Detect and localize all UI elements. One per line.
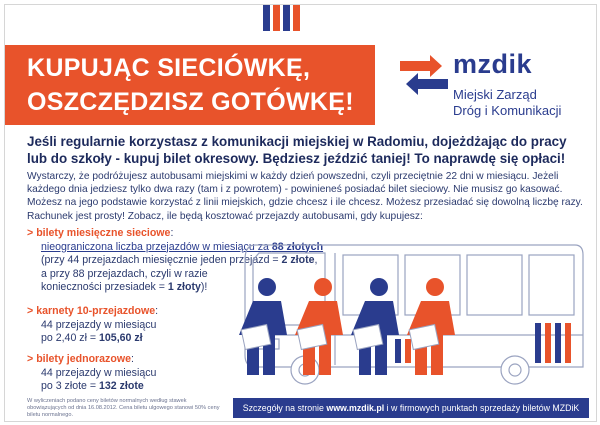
- section-monthly-ticket: > bilety miesięczne sieciowe: nieograniczona liczba przejazdów w miesiącu za 88 złotych (przy 44 przejazdach miesięcznie jeden przejazd = 2 złote, a przy 88 przejazdach, czyli w razie konieczności przesiadek = 1 złoty)!: [27, 227, 324, 293]
- top-stripes: [263, 5, 300, 31]
- headline-banner: [5, 45, 375, 125]
- mzdik-logo: [400, 47, 590, 127]
- section-title: bilety miesięczne sieciowe: [36, 227, 171, 239]
- section-single-ticket: > bilety jednorazowe: 44 przejazdy w miesiącu po 3 złote = 132 złote: [27, 353, 157, 392]
- lead-headline: Jeśli regularnie korzystasz z komunikacji miejskiej w Radomiu, dojeżdżając do pracy lub do szkoły - kupuj bilet okresowy. Będziesz jeździć taniej! To naprawdę się opłaci!: [27, 134, 567, 166]
- mzdik-arrows-logo-icon: [400, 53, 448, 97]
- website-link[interactable]: www.mzdik.pl: [326, 403, 385, 413]
- logo-brand: mzdik: [453, 49, 533, 79]
- logo-subtitle-1: Miejski Zarząd: [453, 87, 537, 102]
- unlimited-rides-link[interactable]: nieograniczona liczba przejazdów w miesiącu za 88 złotych: [41, 240, 324, 253]
- chevron-right-icon: >: [27, 227, 34, 239]
- person-figure-blue-icon: [351, 278, 399, 375]
- section-10-ride-card: > karnety 10-przejazdowe: 44 przejazdy w miesiącu po 2,40 zł = 105,60 zł: [27, 305, 159, 344]
- section-title: karnety 10-przejazdowe: [36, 305, 156, 317]
- chevron-right-icon: >: [27, 305, 34, 317]
- intro-paragraph: Wystarczy, że podróżujesz autobusami miejskimi w każdy dzień powszedni, czyli przeciętnie 22 dni w miesiącu. Jeżeli każdego dnia jedziesz tylko dwa razy (tam i z powrotem) - powinieneś posiadać bilet sieciowy. Nie musisz go kasować. Możesz na jego podstawie korzystać z linii miejskich, gdzie chcesz i ile chcesz. Możesz przesiadać się dowolną liczbę razy. Rachunek jest prosty! Zobacz, ile będą kosztować przejazdy autobusami, gdy kupujesz:: [27, 171, 583, 222]
- info-bar: Szczegóły na stronie www.mzdik.pl i w firmowych punktach sprzedaży biletów MZDiK: [233, 398, 589, 418]
- banner-line-1: KUPUJĄC SIECIÓWKĘ,: [27, 54, 311, 82]
- logo-subtitle-2: Dróg i Komunikacji: [453, 103, 562, 118]
- bus-and-people-illustration: [215, 235, 587, 395]
- banner-line-2: OSZCZĘDZISZ GOTÓWKĘ!: [27, 88, 354, 116]
- section-title: bilety jednorazowe: [36, 353, 131, 365]
- bus-icon: [245, 245, 583, 384]
- person-figure-orange-icon: [407, 278, 455, 375]
- poster: [4, 4, 597, 422]
- chevron-right-icon: >: [27, 353, 34, 365]
- price-footnote: W wyliczeniach podano ceny biletów normalnych według stawek obowiązujących od dnia 16.08.2012. Cena biletu ulgowego stanowi 50% ceny biletu normalnego.: [27, 398, 220, 418]
